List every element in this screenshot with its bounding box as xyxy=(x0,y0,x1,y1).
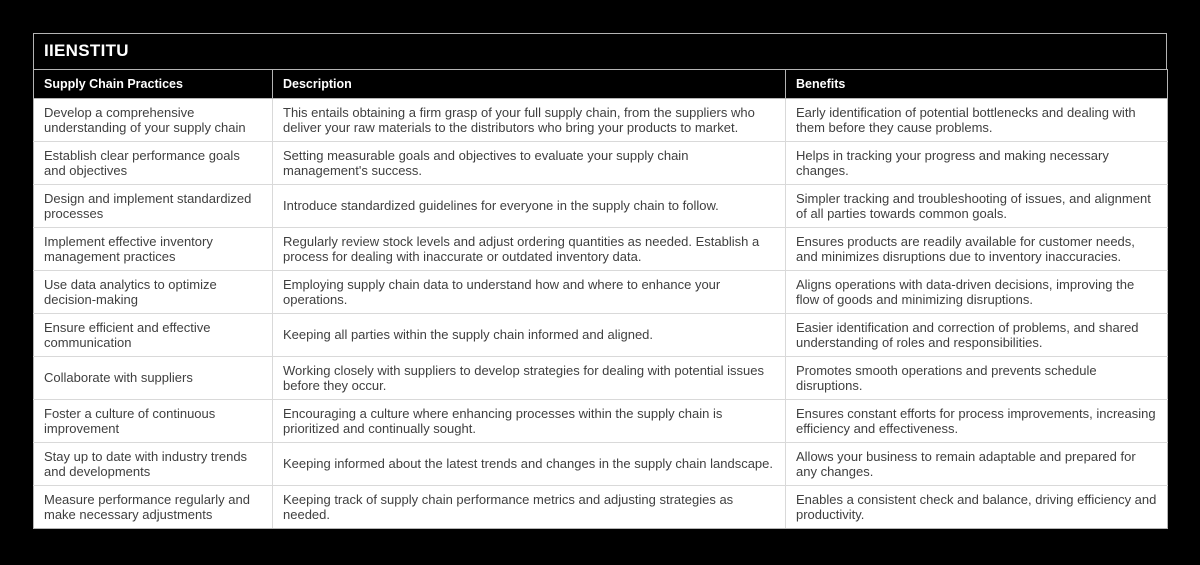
table-row xyxy=(34,141,1168,184)
description-cell: Encouraging a culture where enhancing processes within the supply chain is prioritized and continually sought. xyxy=(273,399,786,442)
table-row xyxy=(34,184,1168,227)
practice-cell: Use data analytics to optimize decision-making xyxy=(34,270,273,313)
column-header-description: Description xyxy=(273,69,786,98)
description-cell: Introduce standardized guidelines for everyone in the supply chain to follow. xyxy=(273,184,786,227)
benefit-cell: Early identification of potential bottlenecks and dealing with them before they cause problems. xyxy=(786,98,1168,141)
column-header-benefits: Benefits xyxy=(786,69,1168,98)
practice-cell: Develop a comprehensive understanding of your supply chain xyxy=(34,98,273,141)
table-header-row xyxy=(34,69,1168,98)
page-title: IIENSTITU xyxy=(33,33,1167,70)
benefit-cell: Allows your business to remain adaptable and prepared for any changes. xyxy=(786,442,1168,485)
practice-cell: Ensure efficient and effective communication xyxy=(34,313,273,356)
column-header-practices: Supply Chain Practices xyxy=(34,69,273,98)
content-frame xyxy=(33,33,1167,529)
benefit-cell: Promotes smooth operations and prevents schedule disruptions. xyxy=(786,356,1168,399)
practice-cell: Collaborate with suppliers xyxy=(34,356,273,399)
practice-cell: Design and implement standardized processes xyxy=(34,184,273,227)
practice-cell: Establish clear performance goals and objectives xyxy=(34,141,273,184)
table-row xyxy=(34,313,1168,356)
description-cell: Setting measurable goals and objectives to evaluate your supply chain management's success. xyxy=(273,141,786,184)
benefit-cell: Easier identification and correction of problems, and shared understanding of roles and responsibilities. xyxy=(786,313,1168,356)
description-cell: Keeping informed about the latest trends and changes in the supply chain landscape. xyxy=(273,442,786,485)
table-row xyxy=(34,227,1168,270)
table-row xyxy=(34,98,1168,141)
table-row xyxy=(34,399,1168,442)
description-cell: Working closely with suppliers to develop strategies for dealing with potential issues before they occur. xyxy=(273,356,786,399)
supply-chain-table xyxy=(33,69,1168,529)
table-row xyxy=(34,442,1168,485)
benefit-cell: Ensures constant efforts for process improvements, increasing efficiency and effectiveness. xyxy=(786,399,1168,442)
table-header xyxy=(34,69,1168,98)
table-row xyxy=(34,270,1168,313)
table-row xyxy=(34,485,1168,528)
description-cell: Employing supply chain data to understand how and where to enhance your operations. xyxy=(273,270,786,313)
table-row xyxy=(34,356,1168,399)
description-cell: Keeping track of supply chain performance metrics and adjusting strategies as needed. xyxy=(273,485,786,528)
table-body xyxy=(34,98,1168,528)
practice-cell: Stay up to date with industry trends and developments xyxy=(34,442,273,485)
practice-cell: Foster a culture of continuous improvement xyxy=(34,399,273,442)
practice-cell: Implement effective inventory management practices xyxy=(34,227,273,270)
benefit-cell: Ensures products are readily available for customer needs, and minimizes disruptions due to inventory inaccuracies. xyxy=(786,227,1168,270)
benefit-cell: Enables a consistent check and balance, driving efficiency and productivity. xyxy=(786,485,1168,528)
description-cell: Keeping all parties within the supply chain informed and aligned. xyxy=(273,313,786,356)
benefit-cell: Aligns operations with data-driven decisions, improving the flow of goods and minimizing disruptions. xyxy=(786,270,1168,313)
benefit-cell: Simpler tracking and troubleshooting of issues, and alignment of all parties towards common goals. xyxy=(786,184,1168,227)
benefit-cell: Helps in tracking your progress and making necessary changes. xyxy=(786,141,1168,184)
description-cell: Regularly review stock levels and adjust ordering quantities as needed. Establish a process for dealing with inaccurate or outdated inventory data. xyxy=(273,227,786,270)
practice-cell: Measure performance regularly and make necessary adjustments xyxy=(34,485,273,528)
description-cell: This entails obtaining a firm grasp of your full supply chain, from the suppliers who deliver your raw materials to the distributors who bring your products to market. xyxy=(273,98,786,141)
